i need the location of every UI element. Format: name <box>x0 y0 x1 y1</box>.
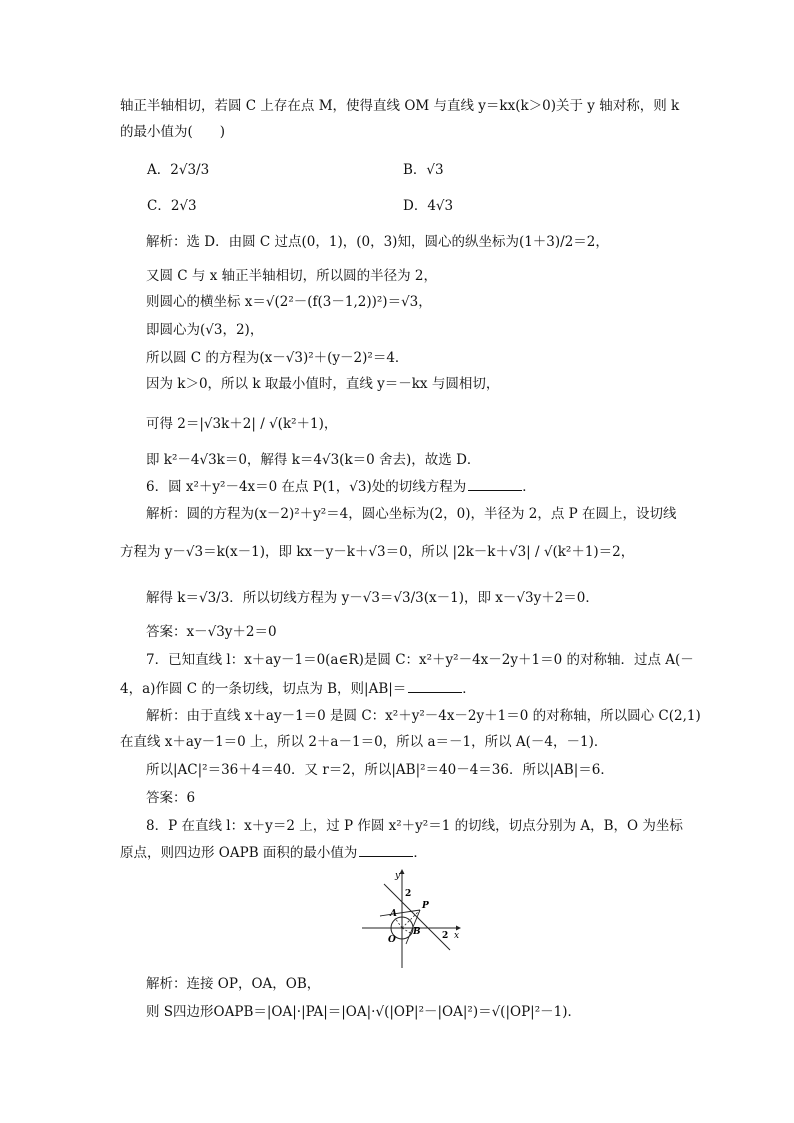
figure-svg <box>362 866 462 970</box>
question-6: 6．圆 x²＋y²－4x＝0 在点 P(1，√3)处的切线方程为 ． <box>146 476 536 497</box>
text-line: 可得 2＝|√3k＋2| / √(k²＋1)， <box>146 416 338 432</box>
text-line: 则 S四边形OAPB＝|OA|·|PA|＝|OA|·√(|OP|²－|OA|²)＝√(|OP|²－1)． <box>146 1004 581 1020</box>
segment-ob <box>402 928 412 934</box>
text-line: 轴正半轴相切，若圆 C 上存在点 M，使得直线 OM 与直线 y＝kx(k＞0)关于 y 轴对称，则 k <box>120 98 680 114</box>
segment-oa <box>395 918 402 928</box>
option-c: C．2√3 <box>147 198 197 214</box>
text-line: 解析：连接 OP，OA，OB， <box>146 976 321 992</box>
text-line: 在直线 x＋ay－1＝0 上，所以 2＋a－1＝0，所以 a＝－1，所以 A(－4，－1)． <box>120 734 608 750</box>
label-b: B <box>413 927 421 937</box>
geometry-figure <box>362 866 462 970</box>
tick-y-2: 2 <box>405 889 412 899</box>
x-axis-arrow <box>456 926 461 931</box>
text-line: 又圆 C 与 x 轴正半轴相切，所以圆的半径为 2， <box>146 268 437 284</box>
text-line: 所以|AC|²＝36＋4＝40．又 r＝2，所以|AB|²＝40－4＝36．所以|AB|＝6． <box>146 762 614 778</box>
text-line: 因为 k＞0，所以 k 取最小值时，直线 y＝－kx 与圆相切， <box>146 376 500 392</box>
label-p: P <box>422 901 429 911</box>
label-o: O <box>388 935 396 945</box>
text-line: 解析：圆的方程为(x－2)²＋y²＝4，圆心坐标为(2，0)，半径为 2，点 P 在圆上，设切线 <box>146 506 677 522</box>
text-line: 的最小值为( ) <box>120 124 226 140</box>
text-line: 解得 k＝√3/3．所以切线方程为 y－√3＝√3/3(x－1)，即 x－√3y＋2＝0． <box>146 590 599 606</box>
answer-blank <box>468 476 522 491</box>
tangent-pa <box>380 910 420 916</box>
text-line: 则圆心的横坐标 x＝√(2²－(f(3－1,2))²)＝√3， <box>146 294 432 310</box>
answer-blank <box>359 842 413 857</box>
option-d: D．4√3 <box>403 198 454 214</box>
text-line: 所以圆 C 的方程为(x－√3)²＋(y－2)²＝4． <box>146 350 409 366</box>
answer-6: 答案：x－√3y＋2＝0 <box>146 624 277 640</box>
text-line: 8．P 在直线 l：x＋y＝2 上，过 P 作圆 x²＋y²＝1 的切线，切点分别为 A，B，O 为坐标 <box>146 818 683 834</box>
text-line: 即圆心为(√3，2)， <box>146 322 264 338</box>
question-7-text: 4，a)作圆 C 的一条切线，切点为 B，则|AB|＝ <box>120 681 407 697</box>
question-6-text: 6．圆 x²＋y²－4x＝0 在点 P(1，√3)处的切线方程为 <box>146 479 467 495</box>
text-line: 7．已知直线 l：x＋ay－1＝0(a∈R)是圆 C：x²＋y²－4x－2y＋1＝0 的对称轴．过点 A(－ <box>146 652 694 668</box>
text-line: 方程为 y－√3＝k(x－1)，即 kx－y－k＋√3＝0，所以 |2k－k＋√3| / √(k²＋1)＝2， <box>120 544 635 560</box>
tick-x-2: 2 <box>442 931 449 941</box>
label-x: x <box>454 931 460 941</box>
answer-blank <box>408 678 462 693</box>
question-8: 原点，则四边形 OAPB 面积的最小值为 ． <box>120 842 427 863</box>
question-7: 4，a)作圆 C 的一条切线，切点为 B，则|AB|＝ ． <box>120 678 476 699</box>
option-b: B．√3 <box>403 162 444 178</box>
answer-7: 答案：6 <box>146 790 196 806</box>
label-a: A <box>390 909 397 919</box>
label-y: y <box>395 871 401 881</box>
text-line: 解析：由于直线 x＋ay－1＝0 是圆 C：x²＋y²－4x－2y＋1＝0 的对称轴，所以圆心 C(2,1) <box>146 708 701 724</box>
option-a: A．2√3/3 <box>147 162 210 178</box>
question-8-text: 原点，则四边形 OAPB 面积的最小值为 <box>120 845 358 861</box>
text-line: 解析：选 D．由圆 C 过点(0，1)，(0，3)知，圆心的纵坐标为(1＋3)/2＝2， <box>146 234 609 250</box>
text-line: 即 k²－4√3k＝0，解得 k＝4√3(k＝0 舍去)，故选 D． <box>146 452 481 468</box>
y-axis-arrow <box>400 869 405 874</box>
